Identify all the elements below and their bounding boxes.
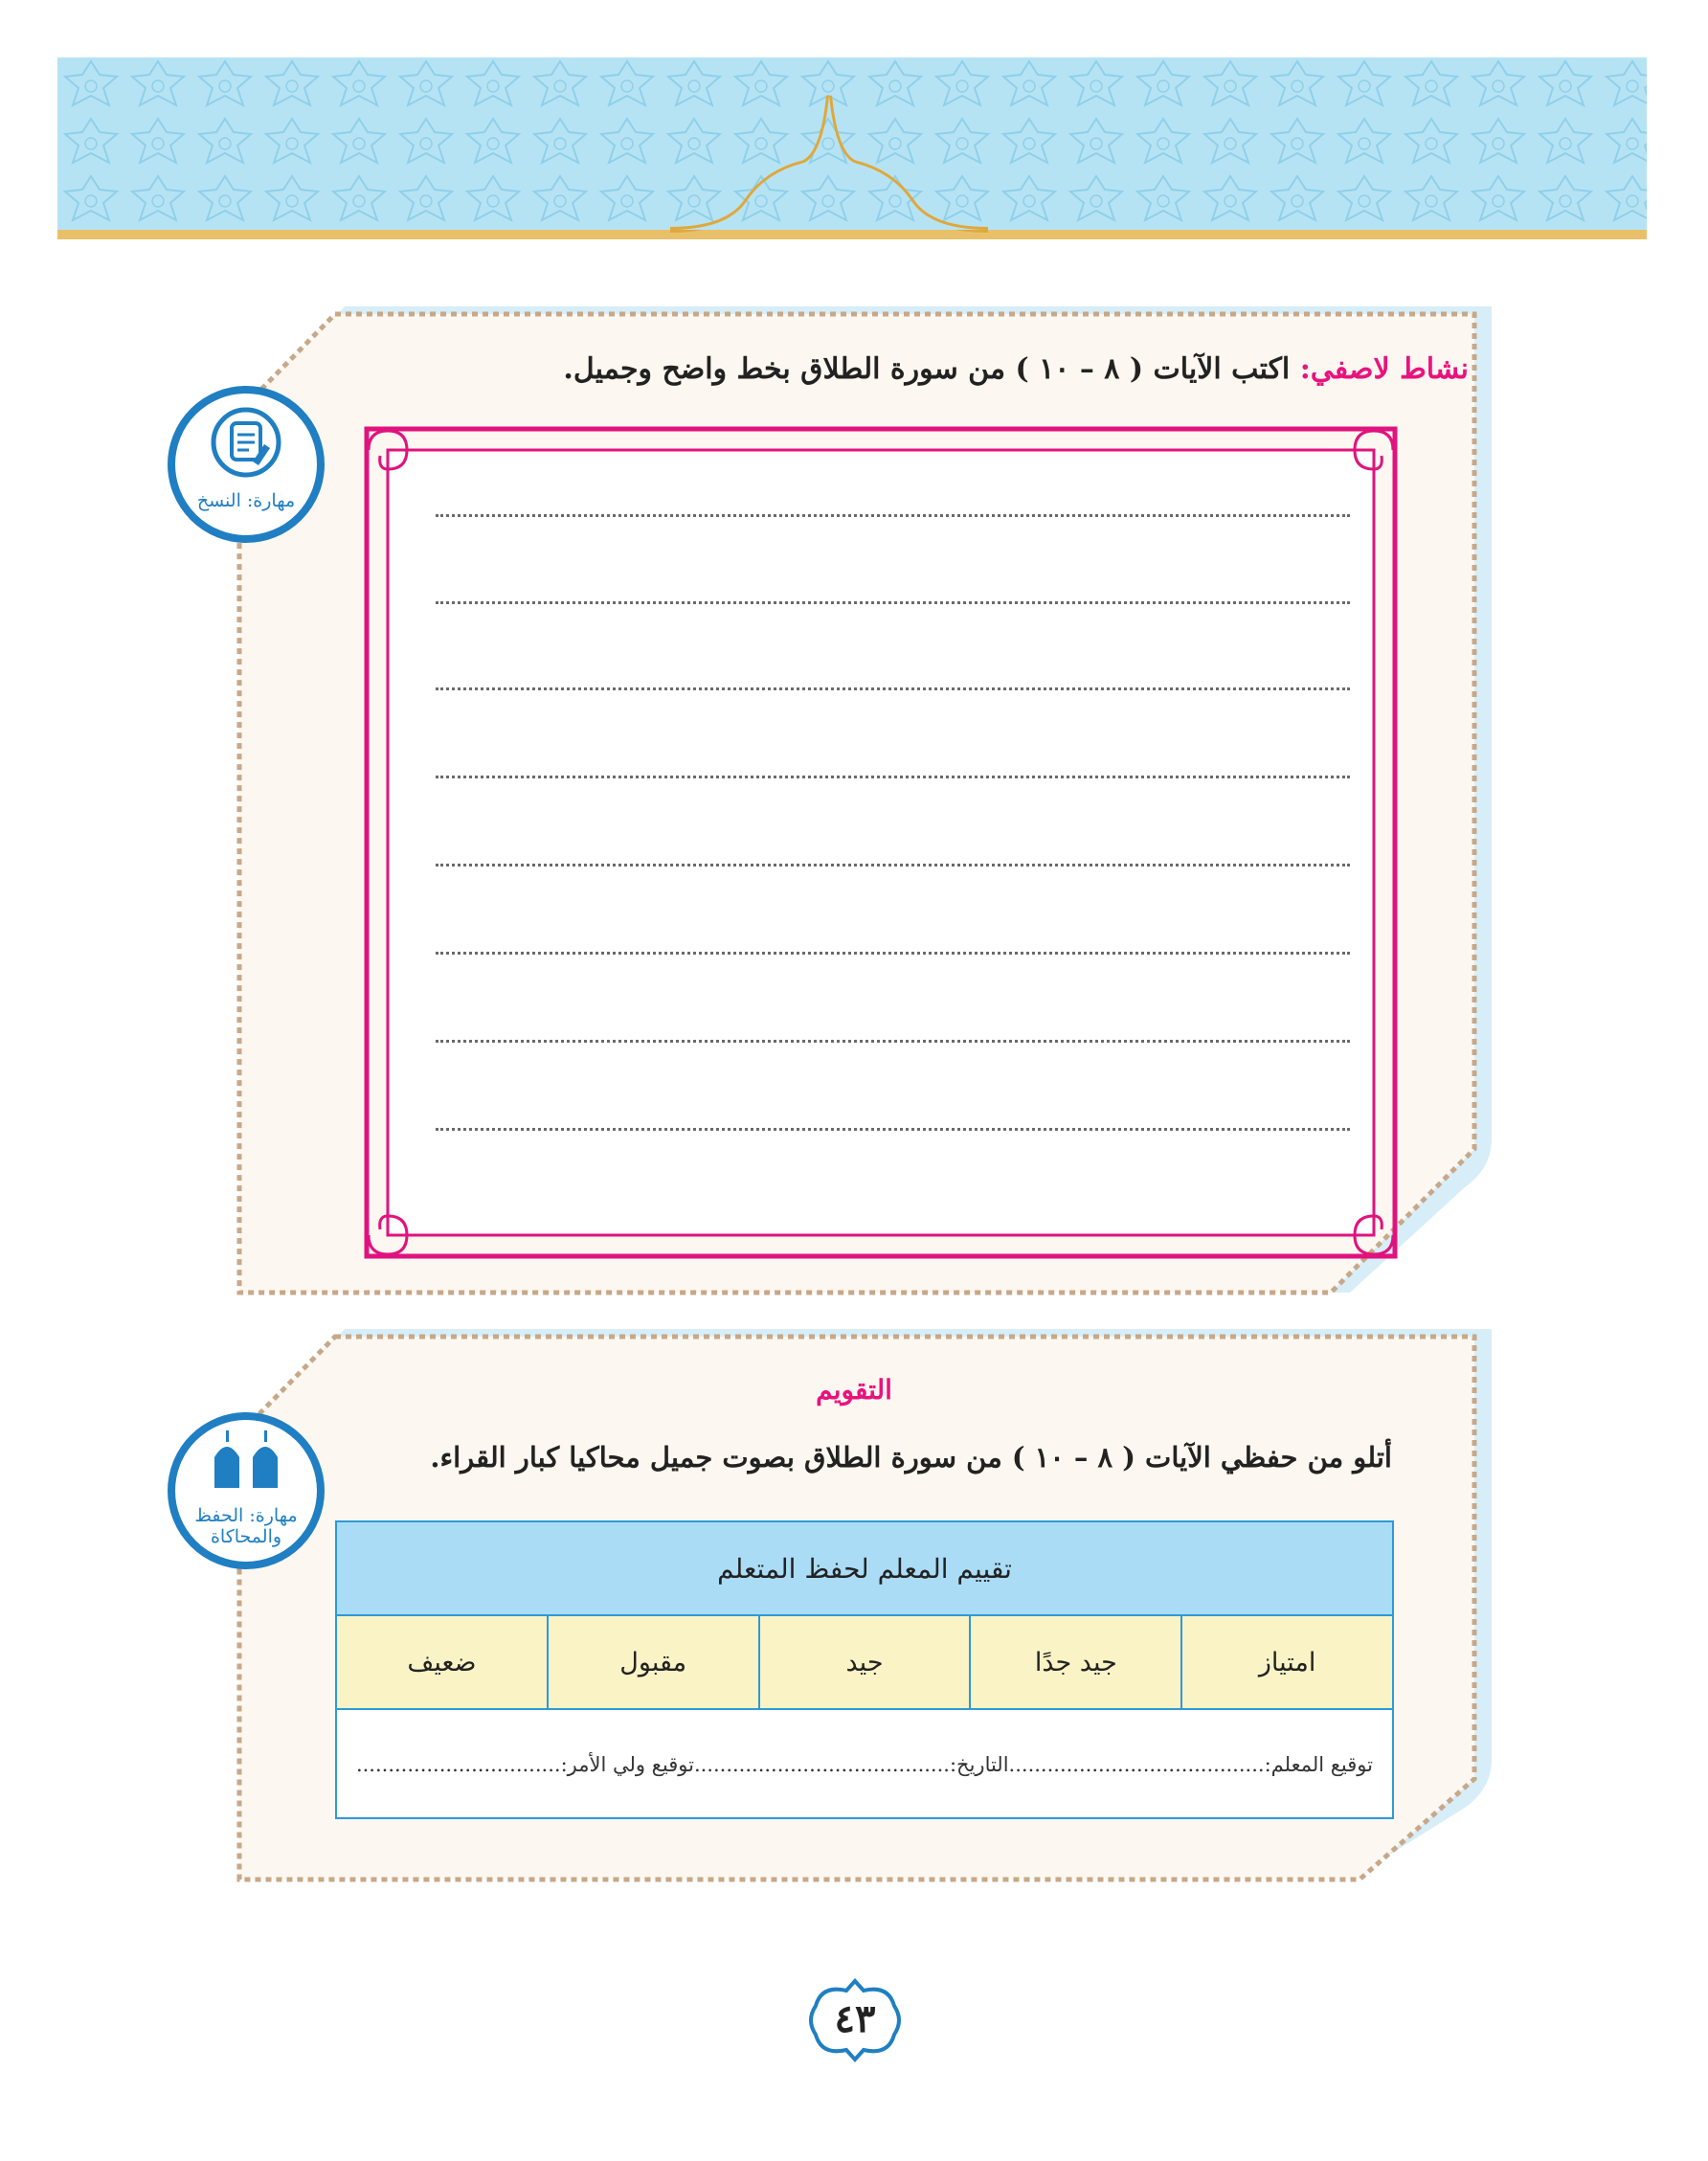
grade-acceptable[interactable]: مقبول — [547, 1616, 758, 1708]
writing-line[interactable] — [436, 687, 1350, 690]
teacher-signature-field[interactable]: ........................................ — [1008, 1753, 1265, 1776]
signature-row — [337, 1710, 1392, 1819]
writing-line[interactable] — [436, 514, 1350, 517]
writing-line[interactable] — [436, 952, 1350, 955]
grade-very-good[interactable]: جيد جدًا — [969, 1616, 1180, 1708]
parent-signature-field[interactable]: ................................ — [355, 1753, 561, 1776]
parent-signature-label: توقيع ولي الأمر: — [560, 1753, 694, 1776]
activity-text: اكتب الآيات ( ٨ – ١٠ ) من سورة الطلاق بخط واضح وجميل. — [563, 352, 1291, 386]
activity-lead: نشاط لاصفي: — [1299, 352, 1469, 386]
copying-skill-label: مهارة: النسخ — [196, 490, 296, 511]
copying-skill-badge — [165, 383, 327, 546]
teacher-signature-label: توقيع المعلم: — [1264, 1753, 1373, 1776]
writing-line[interactable] — [436, 776, 1350, 778]
date-label: التاريخ: — [949, 1753, 1009, 1776]
writing-line[interactable] — [436, 1040, 1350, 1043]
grade-options — [337, 1616, 1392, 1710]
grade-good[interactable]: جيد — [758, 1616, 970, 1708]
writing-line[interactable] — [436, 1128, 1350, 1131]
page-number-text: ٤٣ — [834, 1996, 876, 2041]
grade-weak[interactable]: ضعيف — [407, 1647, 477, 1677]
memorization-skill-badge — [165, 1409, 327, 1572]
date-field[interactable]: ........................................ — [693, 1753, 950, 1776]
writing-frame — [359, 421, 1403, 1264]
memorization-skill-label-1: مهارة: الحفظ — [194, 1505, 298, 1526]
grade-excellent[interactable]: امتياز — [1180, 1616, 1392, 1708]
header-banner — [57, 57, 1647, 244]
evaluation-instruction: أتلو من حفظي الآيات ( ٨ – ١٠ ) من سورة الطلاق بصوت جميل محاكيا كبار القراء. — [430, 1441, 1392, 1474]
writing-line[interactable] — [436, 864, 1350, 867]
activity-instruction — [563, 352, 1469, 386]
writing-line[interactable] — [436, 601, 1350, 604]
page-number — [802, 1977, 908, 2063]
table-header: تقييم المعلم لحفظ المتعلم — [337, 1522, 1392, 1616]
memorization-skill-label-2: والمحاكاة — [210, 1526, 282, 1547]
teacher-grade-table — [335, 1520, 1394, 1819]
evaluation-title: التقويم — [816, 1374, 892, 1406]
